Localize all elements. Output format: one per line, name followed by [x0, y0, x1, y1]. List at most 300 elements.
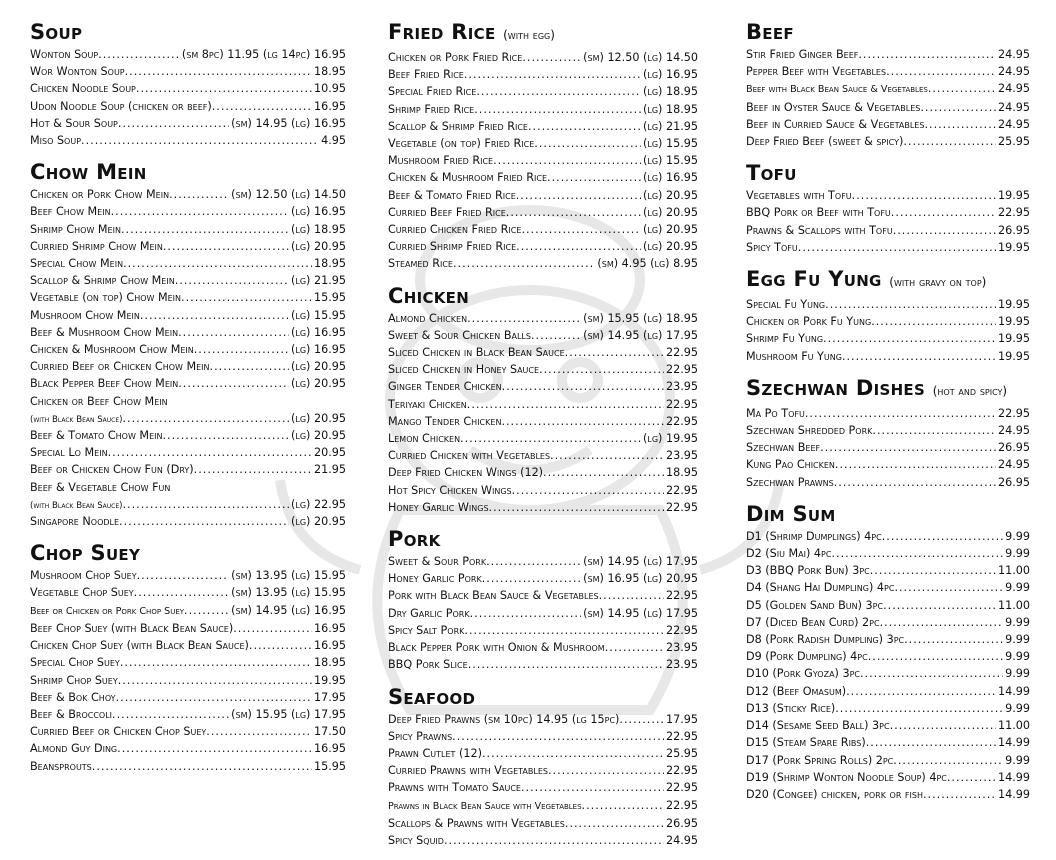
- menu-item: [746, 545, 1030, 562]
- item-price: 22.95: [665, 397, 698, 411]
- item-price: 17.95: [665, 712, 698, 726]
- dot-leader: [169, 186, 229, 203]
- dot-leader: [521, 221, 641, 238]
- dot-leader: [134, 584, 230, 601]
- dot-leader: [903, 133, 996, 150]
- item-price: 22.95: [665, 414, 698, 428]
- item-name: Black Pepper Beef Chow Mein: [30, 377, 179, 391]
- item-price: (sm) 14.95 (lg) 17.95: [583, 606, 698, 620]
- item-price: 11.00: [997, 564, 1030, 578]
- dot-leader: [842, 348, 996, 365]
- menu-item: [388, 430, 698, 447]
- item-price: 24.95: [997, 82, 1030, 96]
- section-title: Pork: [388, 527, 441, 552]
- dot-leader: [891, 204, 996, 221]
- dot-leader: [468, 656, 664, 673]
- item-name: Beef & Broccoli: [30, 707, 113, 721]
- item-name: Curried Shrimp Chow Mein: [30, 239, 163, 253]
- item-price: 22.95: [665, 623, 698, 637]
- item-price: 22.95: [997, 206, 1030, 220]
- dot-leader: [452, 728, 664, 745]
- item-name: Miso Soup: [30, 134, 82, 148]
- item-price: 24.95: [997, 424, 1030, 438]
- item-price: 23.95: [665, 641, 698, 655]
- menu-item: [746, 63, 1030, 80]
- item-price: 22.95: [665, 500, 698, 514]
- dot-leader: [852, 187, 996, 204]
- menu-item: [388, 656, 698, 673]
- dot-leader: [534, 135, 641, 152]
- dot-leader: [476, 83, 641, 100]
- dot-leader: [894, 579, 1003, 596]
- menu-item: [30, 238, 346, 255]
- dot-leader: [516, 187, 641, 204]
- section-heading: [30, 541, 346, 565]
- dot-leader: [249, 637, 312, 654]
- item-price: 22.95: [665, 781, 698, 795]
- menu-column-2: [388, 20, 698, 860]
- item-name: D2 (Siu Mai) 4pc: [746, 547, 832, 561]
- item-name: Special Fried Rice: [388, 85, 477, 99]
- item-price: 14.99: [997, 770, 1030, 784]
- dot-leader: [501, 413, 664, 430]
- section-note: (hot and spicy): [932, 383, 1008, 398]
- section-title: Chow Mein: [30, 160, 147, 185]
- menu-item: [746, 769, 1030, 786]
- menu-item: [746, 700, 1030, 717]
- menu-section: [30, 541, 346, 774]
- menu-item: [746, 330, 1030, 347]
- menu-item: [30, 584, 346, 601]
- dot-leader: [123, 496, 290, 513]
- section-title: Egg Fu Yung: [746, 267, 882, 292]
- dot-leader: [835, 700, 1003, 717]
- menu-item: [388, 639, 698, 656]
- item-price: 11.00: [997, 719, 1030, 733]
- menu-item: [388, 135, 698, 152]
- item-price: 19.95: [997, 332, 1030, 346]
- menu-item: [30, 620, 346, 637]
- dot-leader: [522, 49, 581, 66]
- item-name: Sliced Chicken in Black Bean Sauce: [388, 346, 565, 360]
- item-name: Steamed Rice: [388, 257, 453, 271]
- item-name: Beef & Bok Choy: [30, 690, 116, 704]
- dot-leader: [924, 116, 996, 133]
- menu-item: [388, 832, 698, 849]
- item-price: 22.95: [665, 798, 698, 812]
- dot-leader: [834, 474, 996, 491]
- dot-leader: [194, 461, 312, 478]
- item-name: Beansprouts: [30, 759, 92, 773]
- dot-leader: [798, 239, 996, 256]
- item-name: Curried Shrimp Fried Rice: [388, 240, 517, 254]
- item-price: 10.95: [313, 82, 346, 96]
- item-price: 9.99: [1005, 701, 1030, 715]
- dot-leader: [98, 46, 180, 63]
- item-price: 14.99: [997, 684, 1030, 698]
- item-name: Honey Garlic Wings: [388, 500, 489, 514]
- item-name: D17 (Pork Spring Rolls) 2pc: [746, 753, 894, 767]
- dot-leader: [528, 118, 641, 135]
- item-price: 15.95: [313, 291, 346, 305]
- dot-leader: [118, 672, 312, 689]
- item-price: (lg) 20.95: [291, 515, 346, 529]
- item-name: D20 (Congee) chicken, pork or fish: [746, 787, 923, 801]
- section-heading: [746, 161, 1030, 185]
- item-name: D1 (Shrimp Dumplings) 4pc: [746, 529, 882, 543]
- menu-item: [388, 728, 698, 745]
- item-name: Vegetable (on top) Chow Mein: [30, 291, 182, 305]
- menu-item: [388, 762, 698, 779]
- item-price: (lg) 15.95: [643, 137, 698, 151]
- menu-item: [30, 393, 346, 427]
- dot-leader: [120, 654, 312, 671]
- item-price: 24.95: [997, 48, 1030, 61]
- item-name: D7 (Diced Bean Curd) 2pc: [746, 615, 880, 629]
- menu-item: [388, 605, 698, 622]
- section-title: Chicken: [388, 283, 470, 308]
- dot-leader: [923, 786, 996, 803]
- item-price: (lg) 20.95: [291, 377, 346, 391]
- item-price: 19.95: [997, 189, 1030, 203]
- item-name: Mushroom Chow Mein: [30, 308, 140, 322]
- item-name: Shrimp Fried Rice: [388, 102, 475, 116]
- section-note: (with gravy on top): [889, 275, 987, 290]
- item-price: 18.95: [313, 656, 346, 670]
- item-note: (with Black Bean Sauce): [30, 500, 123, 511]
- item-price: (lg) 16.95: [643, 171, 698, 185]
- menu-section: [30, 20, 346, 149]
- item-name: Beef & Vegetable Chow Fun: [30, 480, 171, 494]
- item-name: Black Pepper Pork with Onion & Mushroom: [388, 641, 605, 655]
- item-name: D3 (BBQ Pork Bun) 3pc: [746, 564, 870, 578]
- item-name: Chicken or Pork Chow Mein: [30, 188, 170, 202]
- dot-leader: [805, 405, 996, 422]
- item-name: Beef Chop Suey (with Black Bean Sauce): [30, 621, 234, 635]
- menu-item: [30, 272, 346, 289]
- item-name: Special Lo Mein: [30, 446, 108, 460]
- item-price: (lg) 18.95: [291, 222, 346, 236]
- item-price: 19.95: [997, 315, 1030, 329]
- dot-leader: [846, 683, 996, 700]
- item-name: Spicy Tofu: [746, 240, 798, 254]
- menu-item: [30, 255, 346, 272]
- menu-item: [746, 405, 1030, 422]
- dot-leader: [871, 313, 996, 330]
- section-note: (with egg): [503, 28, 555, 42]
- dot-leader: [136, 80, 312, 97]
- section-heading: [746, 267, 1030, 294]
- item-price: 9.99: [1005, 667, 1030, 681]
- dot-leader: [210, 358, 289, 375]
- item-name: Chicken Noodle Soup: [30, 82, 136, 96]
- item-price: 9.99: [1005, 547, 1030, 561]
- dot-leader: [599, 587, 664, 604]
- section-heading: [746, 20, 1030, 44]
- section-heading: [388, 20, 698, 47]
- dot-leader: [486, 553, 581, 570]
- dot-leader: [831, 545, 1003, 562]
- menu-item: [388, 464, 698, 481]
- item-name: Chicken & Mushroom Fried Rice: [388, 171, 548, 185]
- menu-section: [746, 267, 1030, 365]
- item-price: (lg) 16.95: [291, 343, 346, 357]
- menu-item: [30, 324, 346, 341]
- item-name: Beef & Tomato Chow Mein: [30, 429, 163, 443]
- item-name: Curried Chicken with Vegetables: [388, 449, 551, 463]
- item-price: 22.95: [665, 483, 698, 497]
- item-price: (lg) 19.95: [643, 432, 698, 446]
- dot-leader: [823, 330, 996, 347]
- menu-item: [388, 779, 698, 796]
- item-price: 9.99: [1005, 650, 1030, 664]
- dot-leader: [460, 430, 641, 447]
- section-title: Seafood: [388, 684, 476, 709]
- dot-leader: [605, 639, 664, 656]
- section-heading: [30, 20, 346, 44]
- item-name: D15 (Steam Spare Ribs): [746, 736, 866, 750]
- item-price: 26.95: [997, 223, 1030, 237]
- item-name: Ma Po Tofu: [746, 406, 805, 420]
- dot-leader: [181, 289, 312, 306]
- item-name: Chicken or Beef Chow Mein: [30, 394, 168, 408]
- menu-item: [746, 422, 1030, 439]
- menu-item: [388, 378, 698, 395]
- item-name: Almond Guy Ding: [30, 742, 118, 756]
- dot-leader: [550, 447, 664, 464]
- menu-item: [388, 221, 698, 238]
- item-name: Hot Spicy Chicken Wings: [388, 483, 512, 497]
- menu-item: [30, 289, 346, 306]
- dot-leader: [206, 723, 312, 740]
- dot-leader: [866, 734, 996, 751]
- item-name: Lemon Chicken: [388, 432, 461, 446]
- item-name: Prawns with Tomato Sauce: [388, 781, 521, 795]
- menu-item: [746, 313, 1030, 330]
- item-price: (lg) 20.95: [291, 429, 346, 443]
- dot-leader: [920, 99, 996, 116]
- menu-item: [746, 648, 1030, 665]
- dot-leader: [453, 255, 595, 272]
- item-name: Curried Beef or Chicken Chow Mein: [30, 360, 210, 374]
- menu-item: [30, 307, 346, 324]
- item-name: Spicy Salt Pork: [388, 623, 465, 637]
- item-name: Szechwan Prawns: [746, 475, 834, 489]
- dot-leader: [890, 717, 996, 734]
- item-price: (sm) 16.95 (lg) 20.95: [583, 572, 698, 586]
- dot-leader: [928, 80, 996, 97]
- menu-item: [388, 447, 698, 464]
- menu-section: [746, 20, 1030, 150]
- menu-item: [388, 361, 698, 378]
- menu-item: [388, 187, 698, 204]
- item-price: (sm) 15.95 (lg) 18.95: [583, 311, 698, 325]
- dot-leader: [178, 375, 289, 392]
- item-note: (with Black Bean Sauce): [30, 414, 123, 425]
- menu-item: [388, 255, 698, 272]
- item-name: Vegetable Chop Suey: [30, 586, 134, 600]
- dot-leader: [506, 204, 641, 221]
- item-price: (sm) 12.50 (lg) 14.50: [583, 51, 698, 64]
- menu-item: [388, 587, 698, 604]
- menu-section: [388, 685, 698, 850]
- menu-item: [30, 375, 346, 392]
- item-name: Sweet & Sour Chicken Balls: [388, 328, 531, 342]
- menu-item: [746, 46, 1030, 63]
- dot-leader: [467, 310, 581, 327]
- menu-item: [746, 187, 1030, 204]
- item-price: 18.95: [313, 65, 346, 79]
- menu-item: [388, 745, 698, 762]
- section-heading: [388, 527, 698, 551]
- item-name: Deep Fried Beef (sweet & spicy): [746, 135, 904, 149]
- dot-leader: [140, 307, 289, 324]
- section-heading: [388, 284, 698, 308]
- item-name: Prawn Cutlet (12): [388, 746, 482, 760]
- item-name: Ginger Tender Chicken: [388, 380, 502, 394]
- item-detail-row: [30, 410, 346, 427]
- menu-item: [746, 296, 1030, 313]
- dot-leader: [868, 648, 1003, 665]
- menu-item: [388, 152, 698, 169]
- dot-leader: [820, 439, 996, 456]
- menu-item: [388, 553, 698, 570]
- menu-item: [746, 204, 1030, 221]
- dot-leader: [835, 456, 996, 473]
- item-name: Sliced Chicken in Honey Sauce: [388, 363, 540, 377]
- item-price: (lg) 18.95: [643, 102, 698, 116]
- menu-section: [30, 160, 346, 530]
- item-name: Szechwan Shredded Pork: [746, 424, 873, 438]
- menu-item: [388, 310, 698, 327]
- item-name: Beef with Black Bean Sauce & Vegetables: [746, 84, 928, 96]
- menu-item: [746, 80, 1030, 98]
- dot-leader: [178, 324, 289, 341]
- menu-item: [388, 622, 698, 639]
- dot-leader: [893, 222, 996, 239]
- item-price: 9.99: [1005, 581, 1030, 595]
- item-price: 24.95: [997, 100, 1030, 114]
- item-price: 24.95: [997, 458, 1030, 472]
- item-name: Mushroom Fu Yung: [746, 349, 842, 363]
- item-name: D10 (Pork Gyoza) 3pc: [746, 667, 860, 681]
- section-heading: [746, 376, 1030, 403]
- item-price: 23.95: [665, 449, 698, 463]
- menu-item: [30, 602, 346, 620]
- menu-item: [30, 427, 346, 444]
- menu-item: [30, 203, 346, 220]
- item-price: 17.95: [313, 690, 346, 704]
- item-name: Pork with Black Bean Sauce & Vegetables: [388, 589, 599, 603]
- menu-item: [30, 46, 346, 63]
- item-price: (lg) 16.95: [291, 205, 346, 219]
- item-price: 19.95: [997, 349, 1030, 363]
- item-name: Mushroom Fried Rice: [388, 154, 494, 168]
- item-name: Chicken & Mushroom Chow Mein: [30, 343, 194, 357]
- dot-leader: [108, 444, 312, 461]
- item-name: Dry Garlic Pork: [388, 606, 470, 620]
- item-price: 16.95: [313, 99, 346, 113]
- menu-item: [30, 740, 346, 757]
- menu-item: [746, 222, 1030, 239]
- item-price: 4.95: [321, 134, 346, 148]
- item-price: 24.95: [997, 65, 1030, 79]
- item-price: (sm) 13.95 (lg) 15.95: [231, 586, 346, 600]
- menu-item: [30, 63, 346, 80]
- item-price: 16.95: [313, 621, 346, 635]
- item-price: (sm) 14.95 (lg) 16.95: [231, 116, 346, 130]
- menu-section: [388, 20, 698, 273]
- menu-item: [746, 133, 1030, 150]
- menu-section: [746, 161, 1030, 256]
- item-name: Vegetables with Tofu: [746, 189, 852, 203]
- item-price: 14.99: [997, 787, 1030, 801]
- item-price: (lg) 21.95: [291, 274, 346, 288]
- dot-leader: [870, 562, 996, 579]
- item-price: (lg) 16.95: [643, 68, 698, 82]
- dot-leader: [543, 464, 664, 481]
- menu-item: [746, 456, 1030, 473]
- dot-leader: [493, 152, 641, 169]
- item-price: 16.95: [313, 742, 346, 756]
- dot-leader: [163, 238, 289, 255]
- item-name: Stir Fried Ginger Beef: [746, 48, 859, 61]
- dot-leader: [194, 341, 289, 358]
- dot-leader: [137, 567, 230, 584]
- section-title: Beef: [746, 20, 794, 44]
- menu-item: [30, 358, 346, 375]
- item-name: Shrimp Chow Mein: [30, 222, 121, 236]
- menu-item: [30, 723, 346, 740]
- dot-leader: [474, 101, 641, 118]
- item-price: (lg) 20.95: [643, 223, 698, 237]
- item-price: 25.95: [665, 746, 698, 760]
- item-name: Hot & Sour Soup: [30, 116, 118, 130]
- dot-leader: [886, 63, 996, 80]
- item-price: 9.99: [1005, 615, 1030, 629]
- section-heading: [30, 160, 346, 184]
- menu-item: [30, 115, 346, 132]
- item-name: Almond Chicken: [388, 311, 468, 325]
- item-price: 24.95: [997, 117, 1030, 131]
- dot-leader: [548, 762, 664, 779]
- menu-item: [746, 734, 1030, 751]
- menu-item: [30, 637, 346, 654]
- menu-item: [746, 631, 1030, 648]
- dot-leader: [92, 758, 312, 775]
- dot-leader: [489, 499, 664, 516]
- item-name: Beef or Chicken Chow Fun (Dry): [30, 463, 194, 477]
- menu-item: [746, 786, 1030, 803]
- item-name: D13 (Sticky Rice): [746, 701, 836, 715]
- item-price: (lg) 18.95: [643, 85, 698, 99]
- item-price: (lg) 20.95: [291, 239, 346, 253]
- item-name: Beef or Chicken or Pork Chop Suey: [30, 605, 185, 617]
- item-name: Udon Noodle Soup (chicken or beef): [30, 99, 212, 113]
- item-name: Honey Garlic Pork: [388, 572, 482, 586]
- dot-leader: [175, 272, 289, 289]
- item-price: 23.95: [665, 380, 698, 394]
- item-name: Wor Wonton Soup: [30, 65, 125, 79]
- menu-section: [746, 502, 1030, 803]
- dot-leader: [521, 779, 664, 796]
- dot-leader: [880, 614, 1004, 631]
- item-name: Curried Prawns with Vegetables: [388, 764, 548, 778]
- item-price: 22.95: [665, 346, 698, 360]
- item-price: (sm 8pc) 11.95 (lg 14pc) 16.95: [181, 48, 346, 61]
- dot-leader: [233, 620, 312, 637]
- dot-leader: [117, 740, 312, 757]
